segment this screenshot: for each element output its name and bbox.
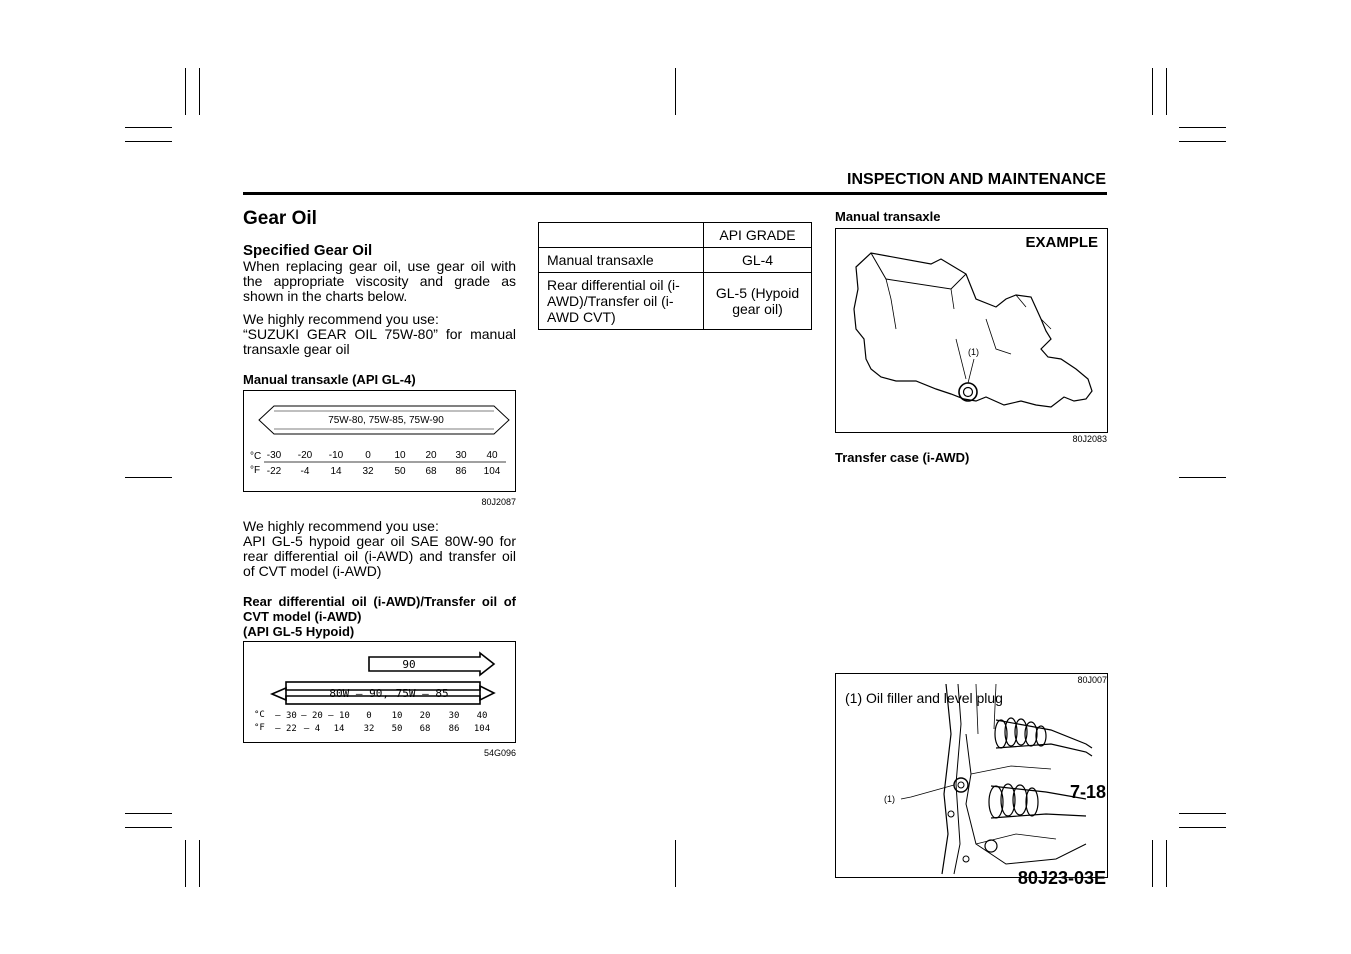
recommend-intro: We highly recommend you use:: [243, 311, 439, 327]
figure-code: 80J2087: [481, 497, 516, 507]
callout-label-2: (1): [884, 794, 895, 804]
celsius-tick-label: 0: [366, 711, 372, 721]
oil-plug-icon: [959, 383, 977, 401]
grade-band-label: 75W-80, 75W-85, 75W-90: [328, 415, 444, 426]
celsius-tick-label: 20: [425, 450, 437, 461]
celsius-tick-label: 40: [486, 450, 498, 461]
figure-code-3: 80J2083: [1072, 434, 1107, 444]
celsius-tick-label: 10: [391, 711, 403, 721]
fahrenheit-tick-label: 50: [394, 466, 406, 477]
range-arrow-90: [369, 653, 494, 675]
viscosity-chart-svg: [244, 391, 515, 491]
celsius-tick-label: -30: [266, 450, 282, 461]
fahrenheit-tick-label: – 4: [303, 724, 321, 734]
table-cell: Manual transaxle: [539, 248, 704, 273]
fahrenheit-tick-label: 104: [473, 724, 491, 734]
fahrenheit-unit: °F: [250, 465, 261, 476]
subsection-title: Specified Gear Oil: [243, 242, 373, 259]
celsius-tick-label: 0: [365, 450, 371, 461]
crop-mark: [1179, 141, 1226, 142]
table-row: [539, 248, 812, 273]
celsius-tick-label: – 30: [275, 711, 297, 721]
table-cell: GL-5 (Hypoid gear oil): [704, 273, 812, 330]
celsius-tick-label: – 10: [328, 711, 350, 721]
fahrenheit-tick-label: 86: [455, 466, 467, 477]
section-heading: INSPECTION AND MAINTENANCE: [847, 171, 1106, 188]
api-grade-table: [538, 222, 812, 330]
page-title: Gear Oil: [243, 208, 317, 229]
fahrenheit-tick-label: 32: [363, 724, 375, 734]
right-column-fig2: [835, 450, 1107, 465]
recommend-text: “SUZUKI GEAR OIL 75W-80” for manual transaxle gear oil: [243, 326, 516, 357]
figure-code-4: 80J007: [1077, 675, 1107, 685]
crop-mark: [125, 141, 172, 142]
page-number: 7-18: [1069, 782, 1106, 802]
crop-mark: [185, 68, 186, 115]
celsius-tick-label: 30: [455, 450, 467, 461]
crop-mark: [1179, 127, 1226, 128]
figure-caption-2b: (API GL-5 Hypoid): [243, 624, 355, 639]
figure-caption: Manual transaxle (API GL-4): [243, 372, 416, 387]
figure-code-2: 54G096: [483, 748, 516, 758]
fahrenheit-tick-label: 104: [483, 466, 501, 477]
crop-mark: [125, 127, 172, 128]
table-cell: GL-4: [704, 248, 812, 273]
celsius-tick-label: 20: [419, 711, 431, 721]
crop-mark: [199, 68, 200, 115]
celsius-tick-label: 30: [448, 711, 460, 721]
celsius-tick-label: 10: [394, 450, 406, 461]
crop-mark: [1179, 813, 1226, 814]
fahrenheit-tick-label: – 22: [275, 724, 297, 734]
grade-band-80w: 80W – 90, 75W – 85: [329, 687, 449, 700]
crop-mark: [1166, 840, 1167, 887]
celsius-tick-label: -10: [328, 450, 344, 461]
viscosity-chart-manual: [243, 390, 516, 492]
fahrenheit-tick-label: -4: [300, 466, 310, 477]
crop-mark: [1166, 68, 1167, 115]
figure-caption-2: Rear differential oil (i-AWD)/Transfer oil of CVT model (i-AWD): [243, 594, 516, 624]
crop-mark: [199, 840, 200, 887]
grade-band-90: 90: [402, 658, 416, 671]
crop-mark: [675, 840, 676, 887]
figure-caption-3: Manual transaxle: [835, 209, 941, 224]
left-column: [243, 208, 516, 761]
crop-mark: [1152, 68, 1153, 115]
celsius-tick-label: -20: [297, 450, 313, 461]
callout-label: (1): [968, 347, 979, 357]
fahrenheit-unit-2: °F: [254, 723, 265, 733]
viscosity-chart-svg-2: [244, 642, 515, 742]
fahrenheit-tick-label: 68: [425, 466, 437, 477]
fahrenheit-tick-label: 50: [391, 724, 403, 734]
table-header-cell: [539, 223, 704, 248]
crop-mark: [1179, 477, 1226, 478]
document-code: 80J23-03E: [1017, 868, 1106, 888]
figure-caption-4: Transfer case (i-AWD): [835, 450, 970, 465]
crop-mark: [675, 68, 676, 115]
table-header-row: [539, 223, 812, 248]
table-row: [539, 273, 812, 330]
fahrenheit-tick-label: 86: [448, 724, 460, 734]
table-header-cell: API GRADE: [704, 223, 812, 248]
manual-transaxle-figure: [835, 228, 1108, 433]
viscosity-chart-hypoid: [243, 641, 516, 743]
celsius-tick-label: – 20: [301, 711, 323, 721]
header-rule: [243, 192, 1107, 195]
fahrenheit-tick-label: 32: [362, 466, 374, 477]
transaxle-drawing: [836, 229, 1107, 432]
right-column-fig1: [835, 209, 1107, 224]
recommend-intro-2: We highly recommend you use:: [243, 518, 439, 534]
celsius-tick-label: 40: [476, 711, 488, 721]
table-cell: Rear differential oil (i-AWD)/Transfer oil (i-AWD CVT): [539, 273, 704, 330]
fahrenheit-tick-label: -22: [266, 466, 282, 477]
crop-mark: [185, 840, 186, 887]
crop-mark: [125, 477, 172, 478]
celsius-unit-2: °C: [254, 710, 265, 720]
legend-item: (1) Oil filler and level plug: [845, 690, 1003, 706]
celsius-unit: °C: [250, 451, 262, 462]
recommend-text-2: API GL-5 hypoid gear oil SAE 80W-90 for rear differential oil (i-AWD) and transfer oil of CVT model (i-AWD): [243, 533, 516, 579]
fahrenheit-tick-label: 14: [333, 724, 345, 734]
fahrenheit-tick-label: 14: [330, 466, 342, 477]
example-label: EXAMPLE: [1025, 234, 1098, 251]
fahrenheit-tick-label: 68: [419, 724, 431, 734]
crop-mark: [1179, 827, 1226, 828]
crop-mark: [125, 813, 172, 814]
crop-mark: [1152, 840, 1153, 887]
intro-paragraph: When replacing gear oil, use gear oil with the appropriate viscosity and grade as shown in the charts below.: [243, 258, 516, 304]
crop-mark: [125, 827, 172, 828]
